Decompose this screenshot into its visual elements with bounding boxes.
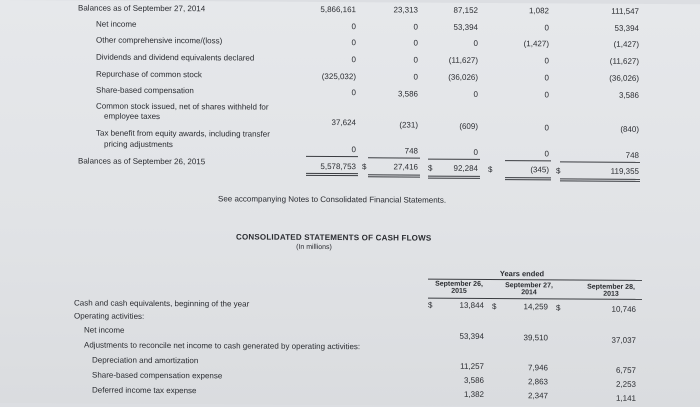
equity-cell: 3,586 bbox=[397, 89, 418, 99]
cashflow-cell: 53,394 bbox=[459, 331, 484, 341]
equity-cell: (609) bbox=[459, 121, 478, 131]
equity-cell: 87,152 bbox=[453, 5, 478, 15]
equity-cell: 5,866,161 bbox=[320, 4, 356, 15]
header-rule bbox=[428, 298, 642, 300]
equity-cell: (11,627) bbox=[448, 55, 478, 65]
cashflow-row-label: Cash and cash equivalents, beginning of the year bbox=[74, 298, 250, 309]
subtotal-rule bbox=[428, 159, 480, 160]
equity-cell: 0 bbox=[473, 89, 478, 99]
equity-cell: 0 bbox=[351, 88, 356, 98]
equity-cell: 0 bbox=[544, 149, 549, 159]
currency-symbol: $ bbox=[428, 300, 433, 310]
equity-cell: 0 bbox=[413, 55, 418, 65]
equity-cell: 111,547 bbox=[611, 6, 639, 16]
equity-cell: 0 bbox=[544, 56, 549, 66]
equity-cell: 0 bbox=[351, 145, 356, 155]
equity-row-label: Balances as of September 26, 2015 bbox=[78, 156, 206, 167]
currency-symbol: $ bbox=[428, 163, 433, 173]
equity-cell: 0 bbox=[351, 38, 356, 48]
equity-row-label: Net income bbox=[96, 19, 137, 29]
statement-title: CONSOLIDATED STATEMENTS OF CASH FLOWS bbox=[236, 232, 432, 243]
currency-symbol: $ bbox=[492, 302, 497, 312]
equity-cell: (36,026) bbox=[609, 73, 639, 83]
equity-cell: 27,416 bbox=[393, 162, 418, 172]
equity-cell: 3,586 bbox=[618, 90, 639, 100]
equity-cell: 92,284 bbox=[453, 163, 478, 173]
col-header-year: 2015 bbox=[451, 287, 467, 295]
equity-cell: 0 bbox=[413, 22, 418, 32]
total-double-rule bbox=[560, 178, 640, 181]
equity-cell: 0 bbox=[544, 90, 549, 100]
cashflow-cell: 10,746 bbox=[611, 304, 636, 314]
currency-symbol: $ bbox=[556, 303, 561, 313]
equity-cell: (1,427) bbox=[613, 39, 639, 49]
subtotal-rule bbox=[306, 156, 358, 157]
equity-cell: 0 bbox=[351, 55, 356, 65]
notes-reference: See accompanying Notes to Consolidated Financial Statements. bbox=[218, 194, 447, 205]
subtotal-rule bbox=[505, 160, 551, 161]
cashflow-cell: 13,844 bbox=[459, 300, 484, 310]
cashflow-cell: 1,141 bbox=[615, 393, 636, 403]
cashflow-cell: 6,757 bbox=[615, 365, 636, 375]
equity-cell: (345) bbox=[530, 165, 549, 175]
equity-row-label-cont: pricing adjustments bbox=[104, 139, 173, 150]
equity-cell: (231) bbox=[399, 120, 418, 130]
cashflow-row-label: Net income bbox=[84, 325, 125, 335]
equity-cell: 0 bbox=[413, 72, 418, 82]
total-double-rule bbox=[306, 173, 358, 176]
equity-cell: 0 bbox=[544, 123, 549, 133]
cashflow-row-label: Deferred income tax expense bbox=[92, 385, 197, 396]
cashflow-cell: 1,382 bbox=[463, 389, 484, 399]
equity-cell: 53,394 bbox=[453, 22, 478, 32]
years-ended-header: Years ended bbox=[499, 269, 545, 279]
cashflow-cell: 7,946 bbox=[527, 363, 548, 373]
col-header: September 27, bbox=[505, 282, 553, 290]
cashflow-cell: 2,863 bbox=[527, 377, 548, 387]
equity-row-label: Common stock issued, net of shares withheld for bbox=[96, 101, 269, 112]
col-header-year: 2013 bbox=[603, 290, 619, 298]
subtotal-rule bbox=[368, 157, 420, 158]
col-header: September 28, bbox=[587, 283, 635, 291]
equity-cell: 5,578,753 bbox=[320, 161, 356, 172]
cashflow-cell: 14,259 bbox=[523, 302, 548, 312]
equity-row-label: Balances as of September 27, 2014 bbox=[78, 3, 206, 14]
cashflow-cell: 3,586 bbox=[463, 375, 484, 385]
equity-cell: 748 bbox=[625, 150, 639, 160]
total-double-rule bbox=[505, 177, 551, 180]
equity-cell: (11,627) bbox=[609, 56, 639, 66]
total-double-rule bbox=[368, 174, 420, 177]
cashflow-row-label: Share-based compensation expense bbox=[92, 370, 223, 381]
equity-row-label: Dividends and dividend equivalents declared bbox=[96, 52, 255, 63]
currency-symbol: $ bbox=[362, 162, 367, 172]
equity-cell: 53,394 bbox=[614, 23, 639, 33]
equity-cell: 0 bbox=[473, 147, 478, 157]
cashflow-cell: 39,510 bbox=[523, 333, 548, 343]
equity-cell: 23,313 bbox=[393, 5, 418, 15]
subtotal-rule bbox=[560, 161, 640, 162]
cashflow-cell: 2,347 bbox=[527, 391, 548, 401]
equity-row-label: Tax benefit from equity awards, including transfer bbox=[96, 128, 270, 139]
col-header: September 26, bbox=[435, 280, 483, 288]
equity-cell: 748 bbox=[404, 146, 418, 156]
cashflow-row-label: Adjustments to reconcile net income to cash generated by operating activities: bbox=[84, 340, 361, 352]
equity-row-label: Share-based compensation bbox=[96, 85, 194, 96]
cashflow-row-label: Operating activities: bbox=[74, 311, 145, 321]
equity-cell: (1,427) bbox=[523, 39, 549, 49]
equity-cell: (36,026) bbox=[448, 72, 478, 82]
equity-cell: 0 bbox=[544, 73, 549, 83]
currency-symbol: $ bbox=[488, 164, 493, 175]
equity-cell: 0 bbox=[351, 22, 356, 32]
equity-cell: 0 bbox=[544, 23, 549, 33]
equity-cell: (325,032) bbox=[321, 71, 356, 82]
equity-cell: 0 bbox=[413, 38, 418, 48]
total-double-rule bbox=[428, 176, 480, 179]
col-header-year: 2014 bbox=[521, 289, 537, 297]
equity-row-label: Other comprehensive income/(loss) bbox=[96, 35, 223, 46]
equity-cell: (840) bbox=[620, 124, 639, 134]
statement-subtitle: (In millions) bbox=[296, 243, 332, 252]
equity-cell: 37,624 bbox=[331, 118, 356, 128]
equity-row-label-cont: employee taxes bbox=[104, 111, 161, 121]
cashflow-cell: 2,253 bbox=[615, 379, 636, 389]
equity-row-label: Repurchase of common stock bbox=[96, 69, 202, 80]
equity-cell: 119,355 bbox=[610, 166, 639, 176]
currency-symbol: $ bbox=[556, 166, 561, 176]
cashflow-cell: 11,257 bbox=[460, 361, 484, 371]
equity-statement bbox=[0, 0, 700, 176]
cashflow-cell: 37,037 bbox=[611, 335, 636, 345]
equity-cell: 0 bbox=[473, 38, 478, 48]
equity-cell: 1,082 bbox=[528, 6, 549, 16]
cashflow-row-label: Depreciation and amortization bbox=[92, 355, 199, 366]
